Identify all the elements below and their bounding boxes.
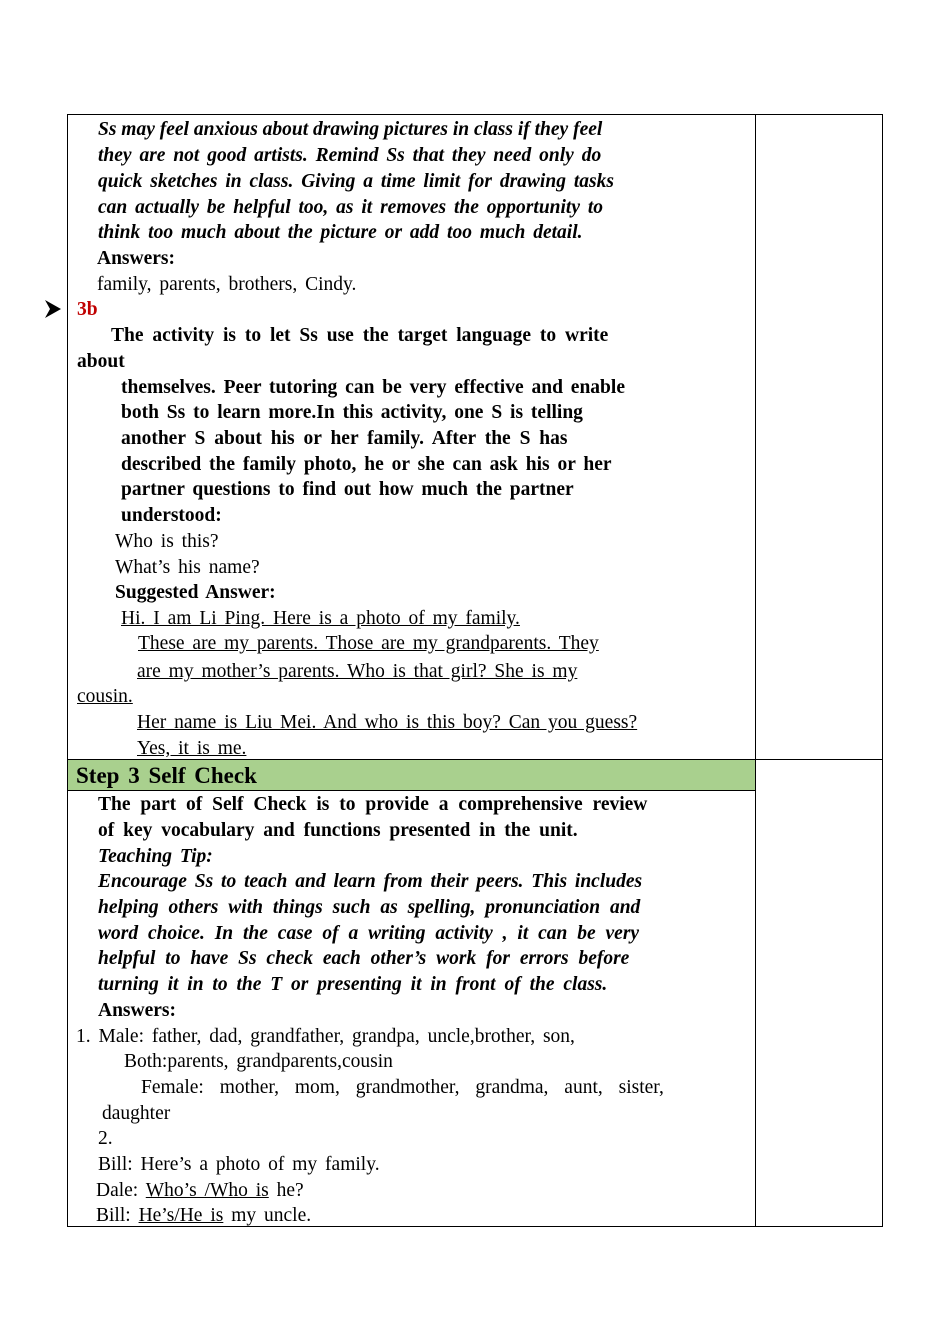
tip2-line-4: helpful to have Ss check each other’s work for errors before	[98, 948, 630, 969]
table-border-top	[67, 114, 883, 115]
desc-line-7: partner questions to find out how much the partner	[121, 479, 574, 500]
tip-line-2: they are not good artists. Remind Ss that they need only do	[98, 145, 602, 166]
bill-answer: He’s/He is	[138, 1205, 224, 1226]
tip-line-3: quick sketches in class. Giving a time limit for drawing tasks	[98, 171, 614, 192]
tip2-line-5: turning it in to the T or presenting it in front of the class.	[98, 974, 608, 995]
sample-line-4: cousin.	[77, 686, 133, 707]
dale-answer: Who’s /Who is	[145, 1180, 269, 1201]
suggested-answer-label: Suggested Answer:	[115, 582, 276, 603]
item-number-2: 2.	[98, 1128, 113, 1149]
sample-line-1: Hi. I am Li Ping. Here is a photo of my family.	[121, 608, 520, 629]
table-border-middle	[755, 114, 756, 1227]
bullet-arrow-icon	[44, 299, 62, 319]
desc-line-2: about	[77, 351, 125, 372]
intro-line-2: of key vocabulary and functions presented in the unit.	[98, 820, 578, 841]
question-2: What’s his name?	[115, 557, 260, 578]
bill-speaker: Bill:	[96, 1205, 131, 1226]
teaching-tip-label: Teaching Tip:	[98, 846, 213, 867]
sample-line-6: Yes, it is me.	[137, 738, 247, 759]
tip2-line-1: Encourage Ss to teach and learn from their peers. This includes	[98, 871, 643, 892]
tip-line-5: think too much about the picture or add too much detail.	[98, 222, 583, 243]
sample-line-5: Her name is Liu Mei. And who is this boy? Can you guess?	[137, 712, 638, 733]
answers-text: family, parents, brothers, Cindy.	[97, 274, 357, 295]
dialogue-dale	[96, 1178, 304, 1203]
desc-line-3: themselves. Peer tutoring can be very effective and enable	[121, 377, 625, 398]
step-header-divider	[67, 790, 756, 791]
both-words: Both:parents, grandparents,cousin	[124, 1051, 393, 1072]
desc-line-4: both Ss to learn more.In this activity, one S is telling	[121, 402, 583, 423]
female-words: Female: mother, mom, grandmother, grandma, aunt, sister,	[141, 1077, 664, 1098]
tip-line-1: Ss may feel anxious about drawing pictures in class if they feel	[98, 119, 603, 140]
dialogue-bill-2	[96, 1203, 311, 1228]
sample-line-2: These are my parents. Those are my grandparents. They	[138, 633, 599, 654]
desc-line-1: The activity is to let Ss use the target language to write	[111, 325, 609, 346]
tip-line-4: can actually be helpful too, as it removes the opportunity to	[98, 197, 604, 218]
desc-line-5: another S about his or her family. After the S has	[121, 428, 568, 449]
sample-line-3: are my mother’s parents. Who is that girl? She is my	[137, 661, 578, 682]
table-border-right	[882, 114, 883, 1227]
intro-line-1: The part of Self Check is to provide a comprehensive review	[98, 794, 648, 815]
dale-speaker: Dale:	[96, 1180, 139, 1201]
tip2-line-2: helping others with things such as spelling, pronunciation and	[98, 897, 641, 918]
question-1: Who is this?	[115, 531, 219, 552]
daughter-word: daughter	[102, 1103, 171, 1124]
answers2-label: Answers:	[98, 1000, 176, 1021]
table-border-left	[67, 114, 68, 1227]
section-3b-label: 3b	[77, 299, 98, 320]
male-words: 1. Male: father, dad, grandfather, grandpa, uncle,brother, son,	[76, 1026, 575, 1047]
tip2-line-3: word choice. In the case of a writing activity , it can be very	[98, 923, 640, 944]
answers-label: Answers:	[97, 248, 175, 269]
step-3-title: Step 3 Self Check	[76, 763, 257, 788]
desc-line-8: understood:	[121, 505, 222, 526]
dialogue-bill-1: Bill: Here’s a photo of my family.	[98, 1154, 380, 1175]
bill-suffix: my uncle.	[231, 1205, 312, 1226]
dale-suffix: he?	[276, 1180, 304, 1201]
desc-line-6: described the family photo, he or she can ask his or her	[121, 454, 612, 475]
